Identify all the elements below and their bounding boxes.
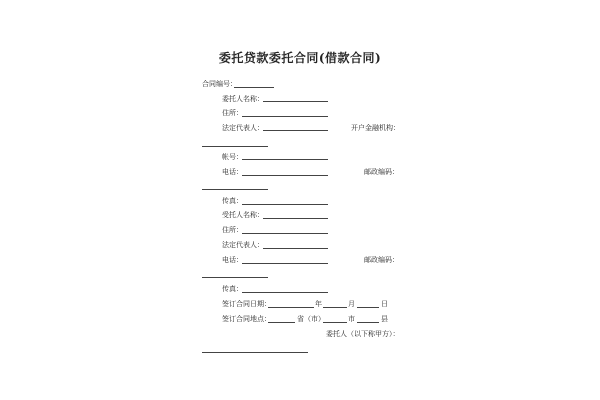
month-label: 月 bbox=[348, 300, 355, 308]
city-label: 市 bbox=[348, 315, 355, 323]
account-blank bbox=[242, 159, 328, 160]
principal-address-blank bbox=[242, 116, 328, 117]
province-label: 省（市） bbox=[297, 315, 325, 323]
principal-postcode-blank bbox=[202, 189, 268, 190]
principal-party-a-label: 委托人（以下称甲方）： bbox=[326, 330, 400, 338]
document-title: 委托贷款委托合同(借款合同) bbox=[218, 51, 382, 65]
county-label: 县 bbox=[381, 315, 388, 323]
trustee-postcode-blank bbox=[202, 277, 268, 278]
sign-month-blank bbox=[323, 307, 347, 308]
trustee-address-blank bbox=[242, 233, 328, 234]
trustee-name-label: 受托人名称： bbox=[222, 211, 264, 219]
sign-date-label: 签订合同日期： bbox=[222, 300, 271, 308]
sign-city-blank bbox=[323, 322, 347, 323]
contract-number-blank bbox=[234, 87, 274, 88]
principal-name-label: 委托人名称： bbox=[222, 95, 264, 103]
principal-fax-label: 传真： bbox=[222, 197, 243, 205]
trustee-legal-rep-blank bbox=[263, 248, 328, 249]
bank-blank bbox=[202, 146, 268, 147]
trustee-address-label: 住所： bbox=[222, 226, 243, 234]
trustee-legal-rep-label: 法定代表人： bbox=[222, 241, 264, 249]
principal-party-a-blank bbox=[202, 352, 308, 353]
sign-county-blank bbox=[357, 322, 379, 323]
trustee-fax-label: 传真： bbox=[222, 285, 243, 293]
trustee-postcode-label: 邮政编码： bbox=[364, 256, 399, 264]
account-label: 帐号： bbox=[222, 153, 243, 161]
contract-number-label: 合同编号： bbox=[202, 80, 237, 88]
principal-name-blank bbox=[263, 101, 328, 102]
trustee-phone-blank bbox=[242, 263, 328, 264]
year-label: 年 bbox=[315, 300, 322, 308]
sign-place-label: 签订合同地点： bbox=[222, 315, 271, 323]
principal-legal-rep-label: 法定代表人： bbox=[222, 124, 264, 132]
day-label: 日 bbox=[381, 300, 388, 308]
sign-year-blank bbox=[268, 307, 314, 308]
principal-phone-blank bbox=[242, 175, 328, 176]
sign-province-blank bbox=[268, 322, 295, 323]
principal-phone-label: 电话： bbox=[222, 168, 243, 176]
sign-day-blank bbox=[357, 307, 379, 308]
principal-postcode-label: 邮政编码： bbox=[364, 168, 399, 176]
trustee-phone-label: 电话： bbox=[222, 256, 243, 264]
trustee-name-blank bbox=[263, 218, 328, 219]
principal-address-label: 住所： bbox=[222, 109, 243, 117]
principal-legal-rep-blank bbox=[263, 130, 328, 131]
principal-fax-blank bbox=[242, 204, 328, 205]
trustee-fax-blank bbox=[242, 292, 328, 293]
bank-label: 开户金融机构： bbox=[351, 124, 400, 132]
